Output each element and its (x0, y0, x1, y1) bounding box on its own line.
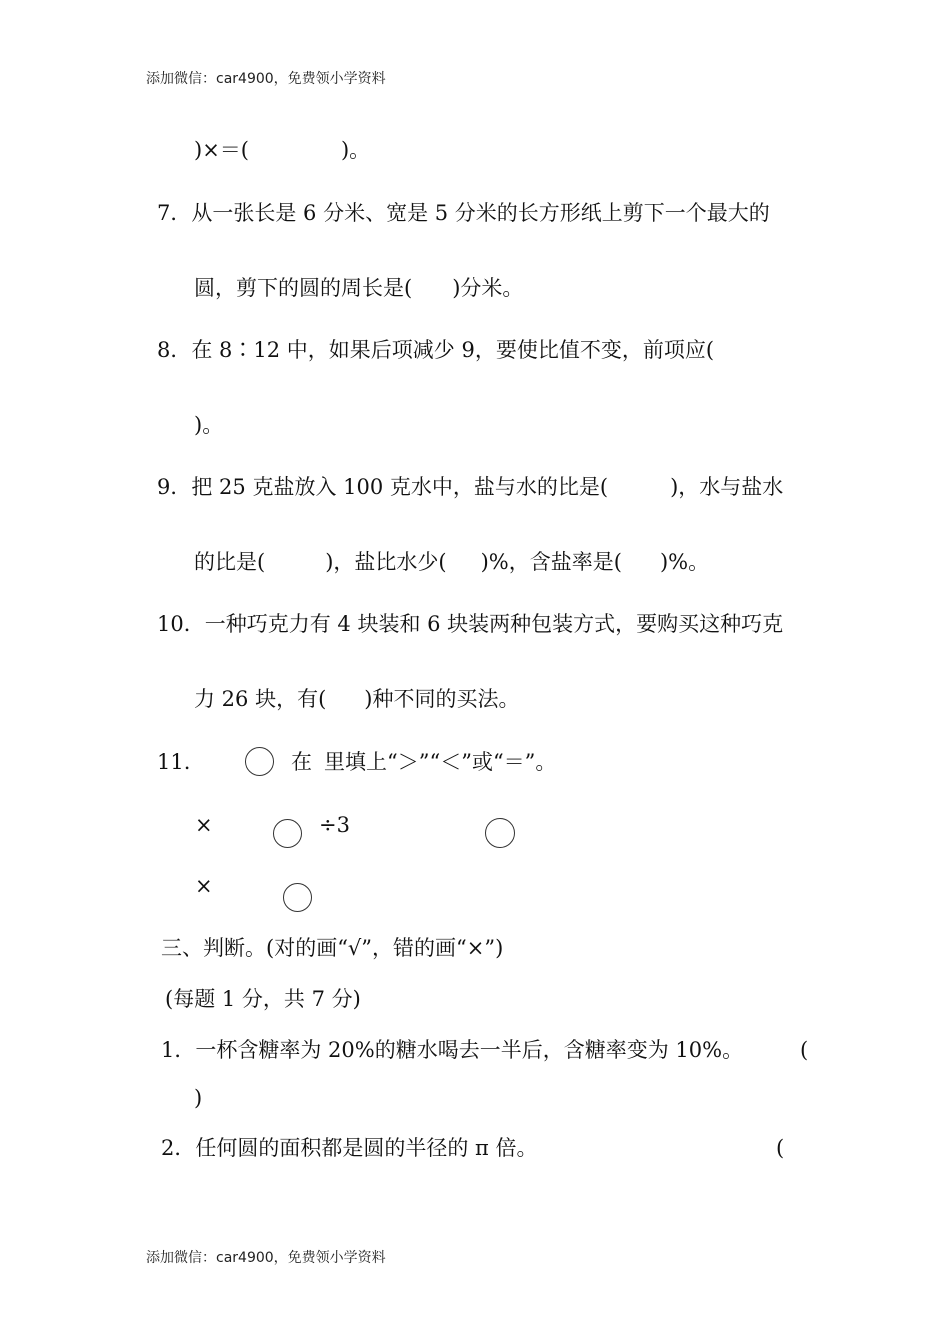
q11-instruction-a: 在 (291, 750, 312, 774)
q9-line1-b: )，水与盐水 (670, 475, 784, 499)
q11-circle-icon (245, 747, 274, 776)
section3-subtitle: (每题 1 分，共 7 分) (165, 987, 361, 1011)
j2-text: 任何圆的面积都是圆的半径的 π 倍。 (195, 1136, 538, 1160)
q9-number: 9． (157, 475, 192, 499)
q9-line1-a: 把 25 克盐放入 100 克水中，盐与水的比是( (191, 475, 609, 499)
q7-line1 (157, 203, 770, 224)
j2-paren-open[interactable]: ( (776, 1136, 785, 1160)
footer-watermark: 添加微信：car4900，免费领小学资料 (146, 1250, 386, 1266)
j2-number: 2． (161, 1136, 196, 1160)
q7-line2-a: 圆，剪下的圆的周长是( (194, 276, 413, 300)
q8-line1 (157, 340, 714, 361)
j1-paren-close: ) (194, 1086, 203, 1110)
q11-instruction (291, 752, 556, 773)
q9-line2-a: 的比是( (194, 550, 266, 574)
q11-row1-div: ÷3 (319, 813, 350, 837)
q11-number: 11. (157, 750, 191, 774)
q10-line1 (157, 614, 783, 635)
q10-line2-b: )种不同的买法。 (364, 687, 520, 711)
q7-line2-b: )分米。 (452, 276, 524, 300)
j1-line (161, 1040, 743, 1061)
q9-line1 (157, 477, 783, 498)
q7-text: 从一张长是 6 分米、宽是 5 分米的长方形纸上剪下一个最大的 (191, 201, 770, 225)
j1-paren-open[interactable]: ( (800, 1038, 809, 1062)
q9-line2 (194, 552, 709, 573)
q6-tail-text-b: )。 (340, 138, 371, 162)
q8-text: 在 8∶12 中，如果后项减少 9，要使比值不变，前项应( (191, 338, 715, 362)
q11-row2-circle-icon[interactable] (283, 883, 312, 912)
q10-line2-a: 力 26 块，有( (194, 687, 327, 711)
q10-number: 10． (157, 612, 205, 636)
q6-tail (194, 140, 370, 161)
q10-line2 (194, 689, 519, 710)
q11-instruction-b: 里填上“＞”“＜”或“＝”。 (324, 750, 557, 774)
q8-line2: )。 (194, 413, 224, 437)
q11-row2-times: × (195, 874, 213, 898)
q8-number: 8． (157, 338, 192, 362)
q11-row1-times: × (195, 813, 213, 837)
q9-line2-c: )%，含盐率是( (480, 550, 622, 574)
q11-row1b-circle-icon[interactable] (485, 818, 515, 848)
q9-line2-d: )%。 (659, 550, 710, 574)
j2-line (161, 1138, 538, 1159)
q7-number: 7． (157, 201, 192, 225)
q9-line2-b: )，盐比水少( (325, 550, 447, 574)
q7-line2 (194, 278, 523, 299)
j1-text: 一杯含糖率为 20%的糖水喝去一半后，含糖率变为 10%。 (195, 1038, 744, 1062)
q6-tail-text-a: )×＝( (194, 138, 249, 162)
header-watermark: 添加微信：car4900，免费领小学资料 (146, 71, 386, 87)
q11-row1-circle-icon[interactable] (273, 819, 302, 848)
j1-number: 1． (161, 1038, 196, 1062)
section3-title: 三、判断。(对的画“√”，错的画“×”) (161, 936, 504, 960)
q10-text: 一种巧克力有 4 块装和 6 块装两种包装方式，要购买这种巧克 (204, 612, 784, 636)
